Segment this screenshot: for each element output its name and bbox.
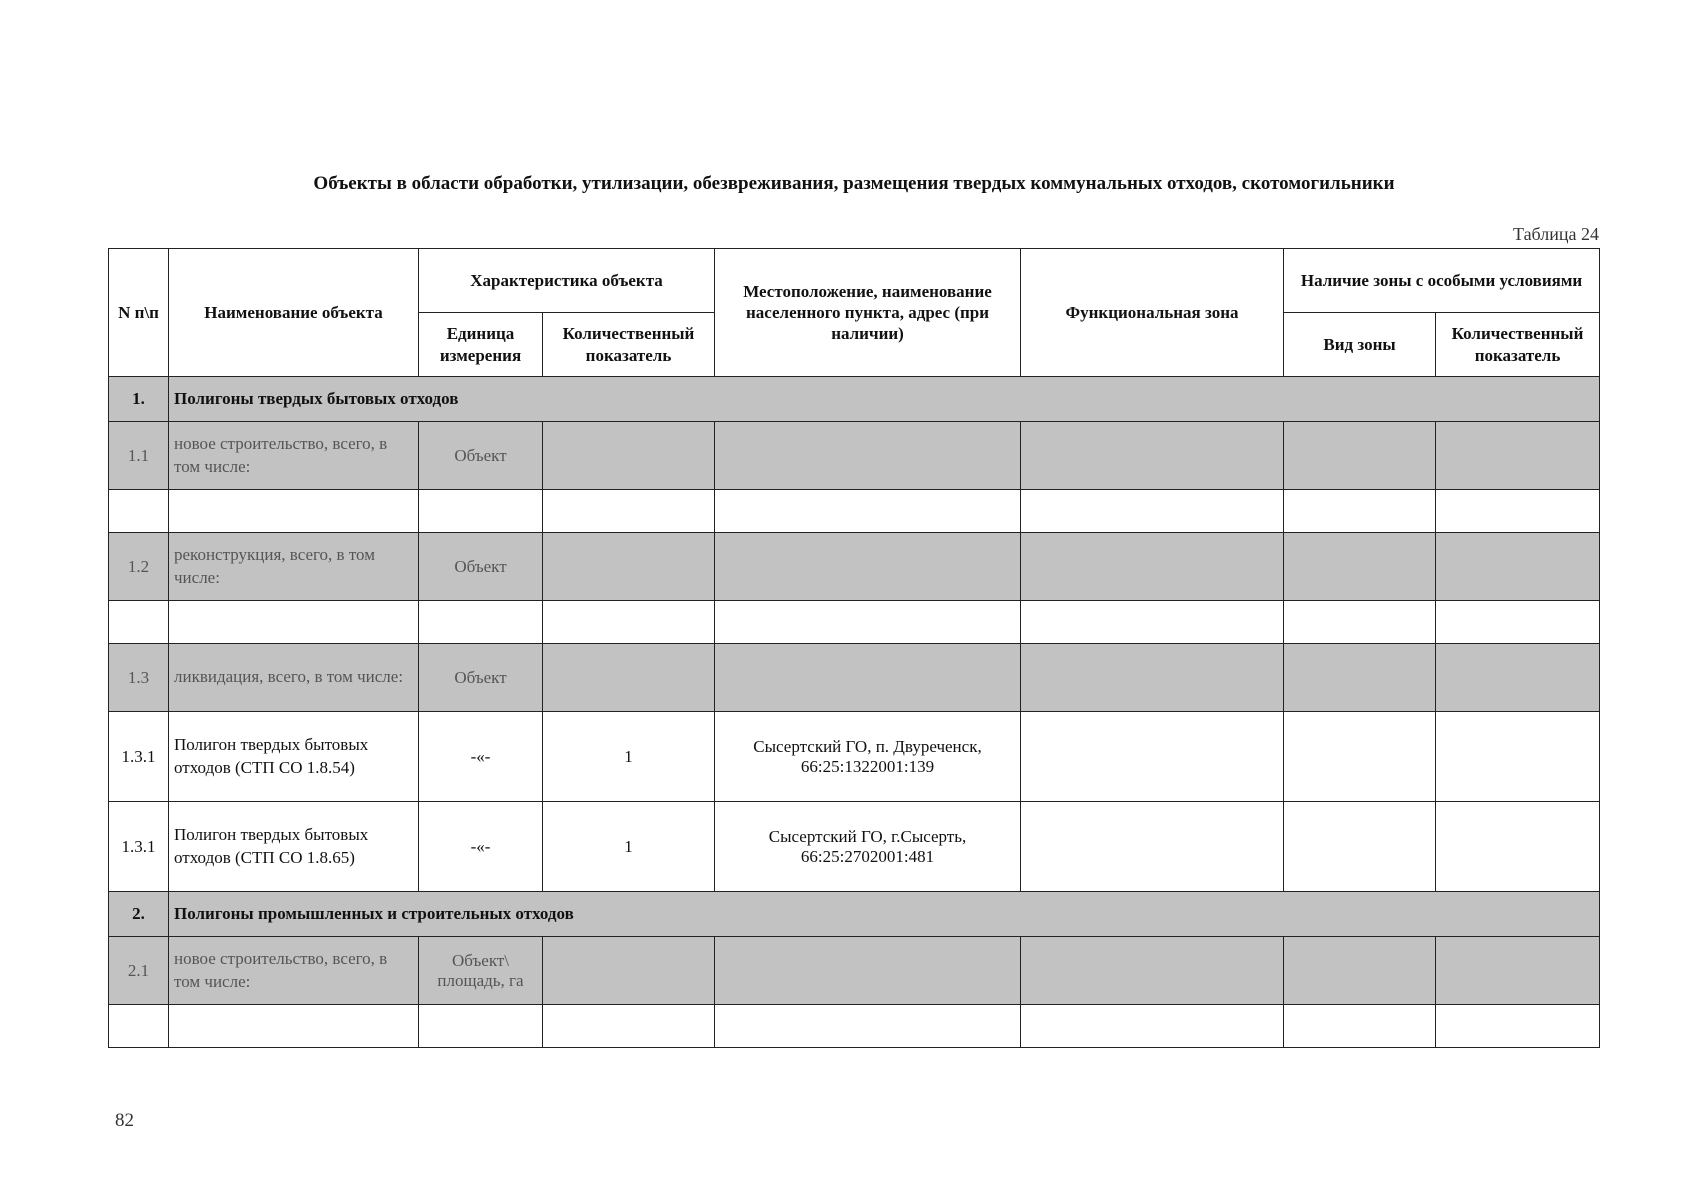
row-func-zone <box>1021 712 1284 802</box>
row-num: 1.3 <box>109 644 169 712</box>
table-row <box>109 802 1600 892</box>
header-location: Местоположение, наименование населенного пункта, адрес (при наличии) <box>715 249 1021 377</box>
header-func-zone: Функциональная зона <box>1021 249 1284 377</box>
row-zone-type <box>1284 712 1436 802</box>
row-num: 1.3.1 <box>109 712 169 802</box>
row-quantity <box>543 422 715 490</box>
row-location: Сысертский ГО, п. Двуреченск, 66:25:1322001:139 <box>715 712 1021 802</box>
table-row <box>109 644 1600 712</box>
row-name: новое строительство, всего, в том числе: <box>169 422 419 490</box>
row-location <box>715 937 1021 1005</box>
row-unit: Объект <box>419 644 543 712</box>
row-zone-quantity <box>1436 644 1600 712</box>
table-row <box>109 490 1600 533</box>
row-location <box>715 422 1021 490</box>
section-title: Полигоны твердых бытовых отходов <box>169 377 1600 422</box>
document-title: Объекты в области обработки, утилизации, обезвреживания, размещения твердых коммунальных отходов, скотомогильники <box>313 173 1395 194</box>
row-zone-quantity <box>1436 937 1600 1005</box>
row-quantity <box>543 533 715 601</box>
table-row <box>109 937 1600 1005</box>
section-title: Полигоны промышленных и строительных отходов <box>169 892 1600 937</box>
row-quantity: 1 <box>543 802 715 892</box>
row-name: ликвидация, всего, в том числе: <box>169 644 419 712</box>
section-num: 1. <box>109 377 169 422</box>
table-row <box>109 712 1600 802</box>
header-unit: Единица измерения <box>419 313 543 377</box>
row-unit: Объект <box>419 533 543 601</box>
row-quantity <box>543 644 715 712</box>
row-num: 2.1 <box>109 937 169 1005</box>
row-zone-type <box>1284 533 1436 601</box>
row-location <box>715 533 1021 601</box>
header-zone-quantity: Количественный показатель <box>1436 313 1600 377</box>
row-num: 1.2 <box>109 533 169 601</box>
row-zone-type <box>1284 937 1436 1005</box>
row-func-zone <box>1021 422 1284 490</box>
header-quantity: Количественный показатель <box>543 313 715 377</box>
section-num: 2. <box>109 892 169 937</box>
row-zone-quantity <box>1436 533 1600 601</box>
row-name: реконструкция, всего, в том числе: <box>169 533 419 601</box>
table-row <box>109 601 1600 644</box>
row-func-zone <box>1021 937 1284 1005</box>
row-quantity <box>543 937 715 1005</box>
row-name: Полигон твердых бытовых отходов (СТП СО 1.8.65) <box>169 802 419 892</box>
row-location: Сысертский ГО, г.Сысерть, 66:25:2702001:481 <box>715 802 1021 892</box>
table-row <box>109 1005 1600 1048</box>
row-func-zone <box>1021 644 1284 712</box>
header-name: Наименование объекта <box>169 249 419 377</box>
row-zone-type <box>1284 802 1436 892</box>
row-zone-quantity <box>1436 712 1600 802</box>
row-quantity: 1 <box>543 712 715 802</box>
header-row-1 <box>109 249 1600 313</box>
section-row-1 <box>109 377 1600 422</box>
row-func-zone <box>1021 533 1284 601</box>
row-zone-quantity <box>1436 422 1600 490</box>
objects-table <box>108 248 1600 1048</box>
row-zone-type <box>1284 422 1436 490</box>
section-row-2 <box>109 892 1600 937</box>
row-zone-quantity <box>1436 802 1600 892</box>
row-unit: -«- <box>419 802 543 892</box>
row-num: 1.1 <box>109 422 169 490</box>
table-row <box>109 533 1600 601</box>
page-number: 82 <box>115 1110 134 1131</box>
row-unit: -«- <box>419 712 543 802</box>
table-row <box>109 422 1600 490</box>
row-name: Полигон твердых бытовых отходов (СТП СО 1.8.54) <box>169 712 419 802</box>
header-num: N п\п <box>109 249 169 377</box>
header-special-zone: Наличие зоны с особыми условиями <box>1284 249 1600 313</box>
row-func-zone <box>1021 802 1284 892</box>
header-characteristic: Характеристика объекта <box>419 249 715 313</box>
row-unit: Объект\ площадь, га <box>419 937 543 1005</box>
row-name: новое строительство, всего, в том числе: <box>169 937 419 1005</box>
row-zone-type <box>1284 644 1436 712</box>
row-location <box>715 644 1021 712</box>
row-unit: Объект <box>419 422 543 490</box>
table-number: Таблица 24 <box>1513 224 1599 244</box>
row-num: 1.3.1 <box>109 802 169 892</box>
header-zone-type: Вид зоны <box>1284 313 1436 377</box>
